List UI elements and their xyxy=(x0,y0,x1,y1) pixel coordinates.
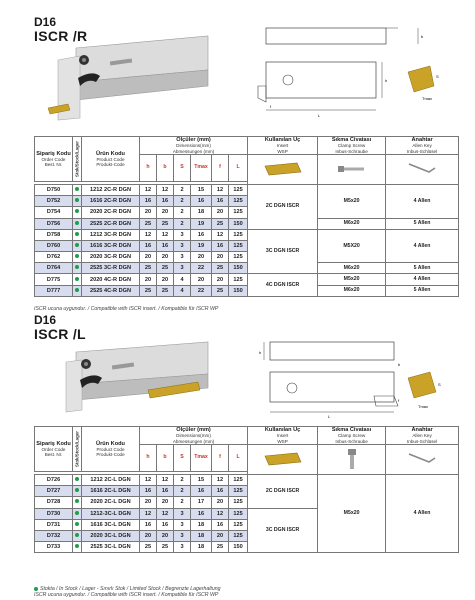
header-order-code: Sipariş Kodu Order Code Best. Nr. xyxy=(35,137,73,182)
stock-dot-icon xyxy=(75,544,79,548)
stock-dot-icon xyxy=(75,488,79,492)
dim-col-s: S xyxy=(174,444,191,472)
holder-photo-r xyxy=(48,30,218,120)
screw-icon xyxy=(346,448,358,470)
label-tmax: Tmax xyxy=(422,96,432,101)
header-product-code: Ürün Kodu Product Code Produkt-Code xyxy=(82,427,140,472)
stock-dot-icon xyxy=(75,221,79,225)
header-dimensions: Ölçüler (mm) Dimensions(mm) Abmessungen (mm) xyxy=(140,427,248,445)
spec-table-r xyxy=(34,136,459,297)
key-image-cell xyxy=(386,444,459,474)
header-clamp: Sıkma Civatası Clamp Screw Inbus-Schraube xyxy=(318,427,386,445)
screw-group-f: M6x20 xyxy=(318,285,386,296)
table-row: D728 2020 2C-L DGN 20 20 2 17 20 125 xyxy=(35,497,459,508)
stock-dot-icon xyxy=(75,477,79,481)
insert-icon xyxy=(263,452,303,466)
stock-dot-icon xyxy=(34,587,38,591)
label-b: b xyxy=(421,34,424,39)
header-key: Anahtar Allen Key Inbus-Schlüsel xyxy=(386,137,459,155)
series-label: D16 xyxy=(34,313,57,327)
label-l: L xyxy=(318,113,321,118)
label-f: f xyxy=(270,104,272,109)
dim-col-f: f xyxy=(212,154,229,182)
compatibility-note-r: ISCR ucuna uygundur. / Compatible with ISCR insert. / Kompatible für ISCR WP xyxy=(34,306,219,312)
dim-col-tmax: Tmax xyxy=(191,444,212,472)
stock-dot-icon xyxy=(75,198,79,202)
insert-group-3c: 3C DGN ISCR xyxy=(248,229,318,274)
allen-key-icon xyxy=(407,452,437,466)
table-row: D762 2020 3C-R DGN 20 20 3 20 20 125 xyxy=(35,252,459,263)
key-image-cell xyxy=(386,154,459,184)
table-row: D764 2525 3C-R DGN 25 25 3 22 25 150 M6x20 5 Allen xyxy=(35,263,459,274)
header-insert: Kullanılan Uç Insert WSP xyxy=(248,427,318,445)
label-s: S xyxy=(438,382,441,387)
dim-col-s: S xyxy=(174,154,191,182)
header-clamp: Sıkma Civatası Clamp Screw Inbus-Schraube xyxy=(318,137,386,155)
table-row: D732 2020 3C-L DGN 20 20 3 18 20 125 xyxy=(35,530,459,541)
technical-drawing-r xyxy=(258,22,458,122)
series-label: D16 xyxy=(34,15,57,29)
table-row: D726 1212 2C-L DGN 12 12 2 15 12 125 2C DGN ISCR M5x20 4 Allen xyxy=(35,474,459,485)
table-row: D727 1616 2C-L DGN 16 16 2 16 16 125 xyxy=(35,486,459,497)
allen-key-icon xyxy=(407,162,437,176)
dim-col-b: b xyxy=(157,154,174,182)
table-row: D731 1616 3C-L DGN 16 16 3 18 16 125 xyxy=(35,519,459,530)
insert-icon xyxy=(263,162,303,176)
stock-dot-icon xyxy=(75,254,79,258)
holder-title: ISCR /R xyxy=(34,27,88,44)
key-group: 4 Allen xyxy=(386,474,459,552)
header-product-code: Ürün Kodu Product Code Produkt-Code xyxy=(82,137,140,182)
header-stock: Stok/Stock/Lager xyxy=(73,137,82,182)
screw-group-a: M5x20 xyxy=(318,184,386,218)
stock-legend: Stokta / In Stock / Lager - Sınırlı Stok / Limited Stock / Begrenzte Lagerhaltung xyxy=(34,586,221,592)
header-key: Anahtar Allen Key Inbus-Schlüsel xyxy=(386,427,459,445)
insert-group-2c: 2C DGN ISCR xyxy=(248,184,318,229)
insert-group-4c: 4C DGN ISCR xyxy=(248,274,318,296)
table-row: D756 2525 2C-R DGN 25 25 2 19 25 150 M6x20 5 Allen xyxy=(35,218,459,229)
key-group-d: 5 Allen xyxy=(386,263,459,274)
compatibility-note-l: ISCR ucuna uygundur. / Compatible with ISCR insert. / Kompatible für ISCR WP xyxy=(34,592,219,598)
key-group-c: 4 Allen xyxy=(386,229,459,263)
holder-photo-l xyxy=(48,338,218,418)
table-row: D730 1212-3C-L DGN 12 12 3 16 12 125 3C DGN ISCR xyxy=(35,508,459,519)
label-tmax: Tmax xyxy=(418,404,428,409)
table-row: D775 2020 4C-R DGN 20 20 4 20 20 125 4C DGN ISCR M5x20 4 Allen xyxy=(35,274,459,285)
label-s: S xyxy=(436,74,439,79)
header-stock: Stok/Stock/Lager xyxy=(73,427,82,472)
dim-col-b: b xyxy=(157,444,174,472)
key-group-b: 5 Allen xyxy=(386,218,459,229)
screw-image-cell xyxy=(318,154,386,184)
dim-col-tmax: Tmax xyxy=(191,154,212,182)
technical-drawing-l xyxy=(258,336,458,418)
stock-dot-icon xyxy=(75,288,79,292)
label-h: h xyxy=(385,78,388,83)
table-row: D758 1212 3C-R DGN 12 12 3 16 12 125 3C DGN ISCR M5X20 4 Allen xyxy=(35,229,459,240)
stock-dot-icon xyxy=(75,232,79,236)
stock-dot-icon xyxy=(75,265,79,269)
screw-group-e: M5x20 xyxy=(318,274,386,285)
table-row: D754 2020 2C-R DGN 20 20 2 18 20 125 xyxy=(35,207,459,218)
insert-image-cell xyxy=(248,154,318,184)
header-dimensions: Ölçüler (mm) Dimensions(mm) Abmessungen (mm) xyxy=(140,137,248,155)
label-b: b xyxy=(398,362,401,367)
insert-group-3c: 3C DGN ISCR xyxy=(248,508,318,553)
spec-table-l xyxy=(34,426,459,553)
dim-col-f: f xyxy=(212,444,229,472)
screw-icon xyxy=(337,164,367,174)
table-row: D733 2525 3C-L DGN 25 25 3 18 25 150 xyxy=(35,542,459,553)
label-l: L xyxy=(328,414,331,419)
table-row: D777 2525 4C-R DGN 25 25 4 22 25 150 M6x20 5 Allen xyxy=(35,285,459,296)
insert-image-cell xyxy=(248,444,318,474)
stock-dot-icon xyxy=(75,187,79,191)
screw-group-d: M6x20 xyxy=(318,263,386,274)
key-group-e: 4 Allen xyxy=(386,274,459,285)
dim-col-h: h xyxy=(140,444,157,472)
dim-col-l: L xyxy=(229,444,248,472)
label-f: f xyxy=(398,398,400,403)
stock-dot-icon xyxy=(75,209,79,213)
screw-group: M5x20 xyxy=(318,474,386,552)
dim-col-h: h xyxy=(140,154,157,182)
stock-dot-icon xyxy=(75,277,79,281)
key-group-f: 5 Allen xyxy=(386,285,459,296)
table-row: D750 1212 2C-R DGN 12 12 2 15 12 125 2C DGN ISCR M5x20 4 Allen xyxy=(35,184,459,195)
screw-group-c: M5X20 xyxy=(318,229,386,263)
screw-image-cell xyxy=(318,444,386,474)
header-insert: Kullanılan Uç Insert WSP xyxy=(248,137,318,155)
stock-dot-icon xyxy=(75,499,79,503)
holder-title: ISCR /L xyxy=(34,325,86,342)
table-row: D760 1616 3C-R DGN 16 16 3 19 16 125 xyxy=(35,240,459,251)
key-group-a: 4 Allen xyxy=(386,184,459,218)
stock-dot-icon xyxy=(75,533,79,537)
screw-group-b: M6x20 xyxy=(318,218,386,229)
label-h: h xyxy=(259,350,262,355)
insert-group-2c: 2C DGN ISCR xyxy=(248,474,318,508)
stock-dot-icon xyxy=(75,522,79,526)
stock-dot-icon xyxy=(75,511,79,515)
dim-col-l: L xyxy=(229,154,248,182)
header-order-code: Sipariş Kodu Order Code Best. Nr. xyxy=(35,427,73,472)
table-row: D752 1616 2C-R DGN 16 16 2 16 16 125 xyxy=(35,196,459,207)
stock-dot-icon xyxy=(75,243,79,247)
